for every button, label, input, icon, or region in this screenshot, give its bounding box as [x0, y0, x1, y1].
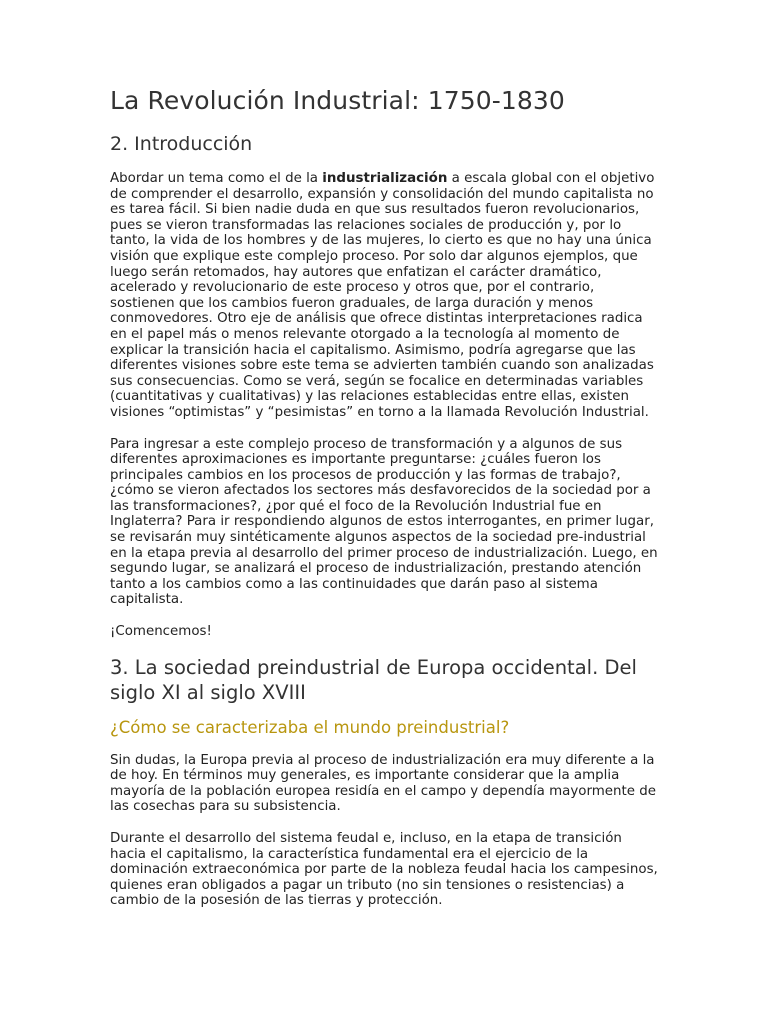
section-heading-introduccion: 2. Introducción	[110, 133, 253, 155]
section3-paragraph-2: Durante el desarrollo del sistema feudal e, incluso, en la etapa de transición hacia el capitalismo, la característica fundamental era el ejercicio de la dominación extraeconómica por parte de la nobleza feudal hacia los campesinos, quienes eran obligados a pagar un tributo (no sin tensiones o resistencias) a cambio de la posesión de las tierras y protección.	[110, 831, 658, 909]
intro-paragraph-1-rest: a escala global con el objetivo de comprender el desarrollo, expansión y consolidación del mundo capitalista no es tarea fácil. Si bien nadie duda en que sus resultados fueron revolucionarios, pues se vieron transformadas las relaciones sociales de producción y, por lo tanto, la vida de los hombres y de las mujeres, lo cierto es que no hay una única visión que explique este complejo proceso. Por solo dar algunos ejemplos, que luego serán retomados, hay autores que enfatizan el carácter dramático, acelerado y revolucionario de este proceso y otros que, por el contrario, sostienen que los cambios fueron graduales, de larga duración y menos conmovedores. Otro eje de análisis que ofrece distintas interpretaciones radica en el papel más o menos relevante otorgado a la tecnología al momento de explicar la transición hacia el capitalismo. Asimismo, podría agregarse que las diferentes visiones sobre este tema se advierten también cuando son analizadas sus consecuencias. Como se verá, según se focalice en determinadas variables (cuantitativas y cualitativas) y las relaciones establecidas entre ellas, existen visiones “optimistas” y “pesimistas” en torno a la llamada Revolución Industrial.	[110, 171, 655, 420]
section3-paragraph-1: Sin dudas, la Europa previa al proceso de industrialización era muy diferente a la de hoy. En términos muy generales, es importante considerar que la amplia mayoría de la población europea residía en el campo y dependía mayormente de las cosechas para su subsistencia.	[110, 752, 657, 815]
section-heading-sociedad-preindustrial: 3. La sociedad preindustrial de Europa occidental. Del siglo XI al siglo XVIII	[110, 655, 637, 704]
intro-paragraph-1	[110, 171, 658, 421]
intro-paragraph-1-lead: Abordar un tema como el de la	[110, 171, 323, 186]
document-page	[110, 84, 658, 909]
intro-paragraph-2: Para ingresar a este complejo proceso de transformación y a algunos de sus diferentes aproximaciones es importante preguntarse: ¿cuáles fueron los principales cambios en los procesos de producción y las formas de trabajo?, ¿cómo se vieron afectados los sectores más desfavorecidos de la sociedad por a las transformaciones?, ¿por qué el foco de la Revolución Industrial fue en Inglaterra? Para ir respondiendo algunos de estos interrogantes, en primer lugar, se revisarán muy sintéticamente algunos aspectos de la sociedad pre-industrial en la etapa previa al desarrollo del primer proceso de industrialización. Luego, en segundo lugar, se analizará el proceso de industrialización, prestando atención tanto a los cambios como a las continuidades que darán paso al sistema capitalista.	[110, 436, 658, 608]
intro-paragraph-3: ¡Comencemos!	[110, 624, 212, 640]
section-subheading-mundo-preindustrial: ¿Cómo se caracterizaba el mundo preindustrial?	[110, 717, 510, 737]
document-title: La Revolución Industrial: 1750-1830	[110, 86, 565, 115]
intro-paragraph-1-bold-term: industrialización	[322, 171, 448, 186]
